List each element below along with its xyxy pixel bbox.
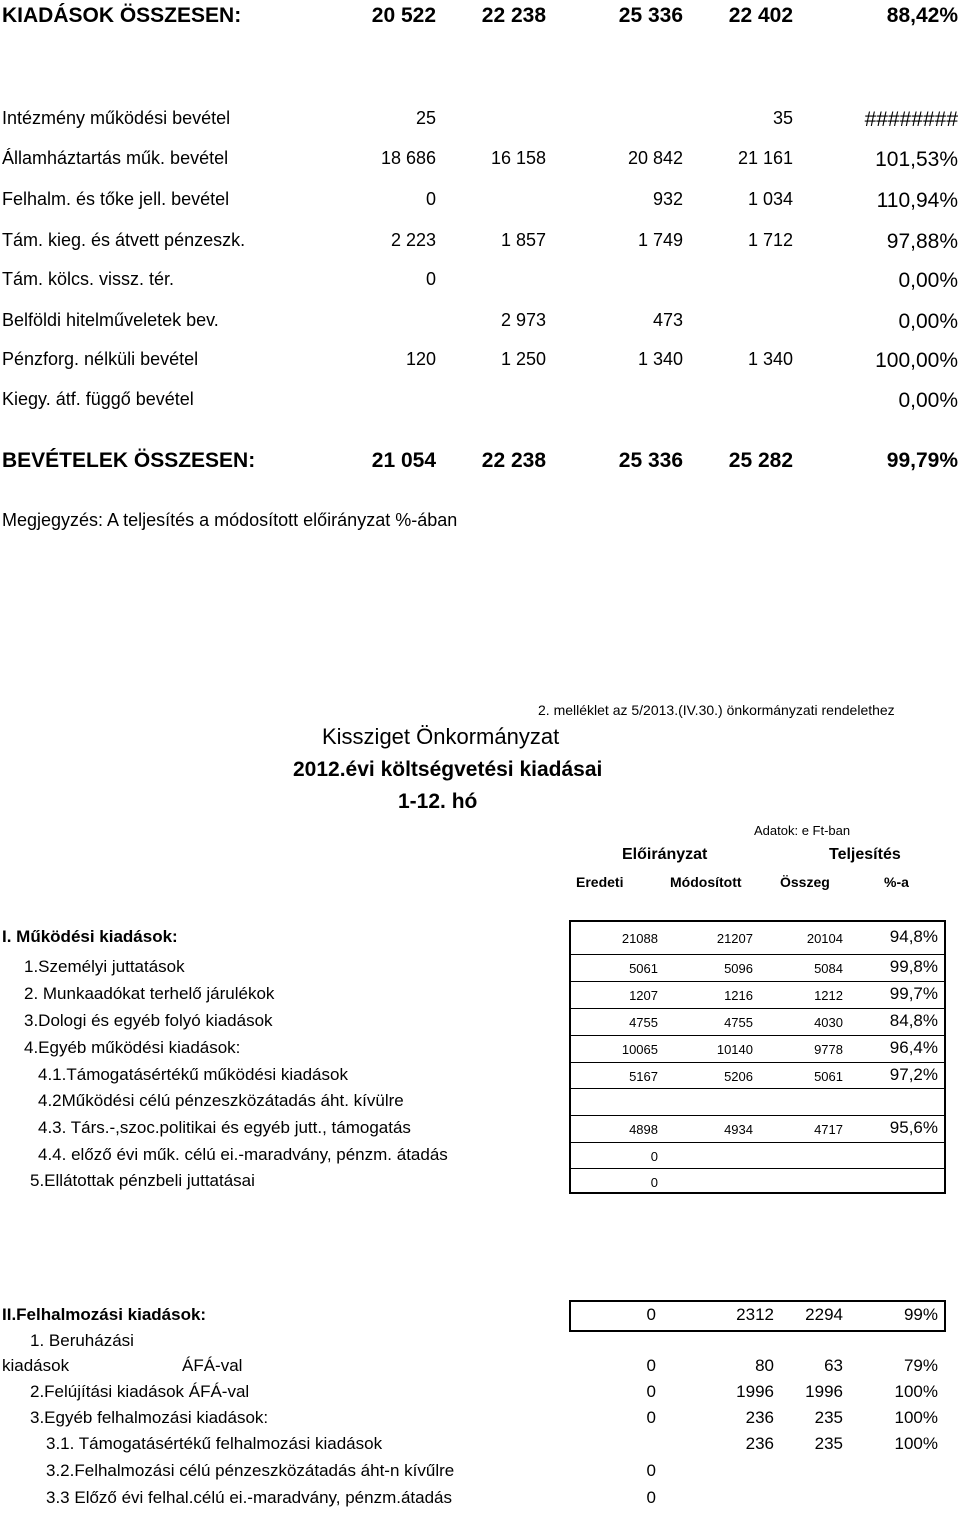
grid-row-line <box>571 1168 944 1169</box>
section1-row-label: 4.Egyéb működési kiadások: <box>24 1038 241 1057</box>
section2-row-cell: 236 <box>745 1408 774 1427</box>
grid-row-line <box>571 1035 944 1036</box>
section2-row-cell: 100% <box>894 1408 938 1427</box>
section1-row-cell: 20104 <box>806 931 843 946</box>
income-row-c4: 21 161 <box>737 148 793 168</box>
section1-row-cell: 4934 <box>724 1122 753 1137</box>
section1-row-cell: 1212 <box>814 988 843 1003</box>
section1-row-cell: 97,2% <box>889 1065 938 1084</box>
grid-row-line <box>571 1062 944 1063</box>
section1-row-cell: 5061 <box>814 1069 843 1084</box>
grid-row-line <box>571 1142 944 1143</box>
section1-row-cell: 94,8% <box>889 927 938 946</box>
section2-row-cell: 236 <box>745 1434 774 1453</box>
section2-row-cell: 0 <box>646 1356 656 1375</box>
section1-row-cell: 5206 <box>724 1069 753 1084</box>
section2-row-label: 3.3 Előző évi felhal.célú ei.-maradvány, pénzm.átadás <box>46 1488 453 1507</box>
summary-income-c1: 21 054 <box>371 449 436 472</box>
income-row-c3: 932 <box>652 189 683 209</box>
section1-row-cell: 4717 <box>814 1122 843 1137</box>
grid-row-line <box>571 954 944 955</box>
section1-row-cell: 9778 <box>814 1042 843 1057</box>
summary-income-c4: 25 282 <box>728 449 793 472</box>
income-row-c3: 20 842 <box>627 148 683 168</box>
income-row-pct: 100,00% <box>875 349 958 372</box>
section1-row-label: 4.2Működési célú pénzeszközátadás áht. kívülre <box>38 1091 404 1110</box>
income-row-label: Pénzforg. nélküli bevétel <box>2 349 199 369</box>
summary-income-label: BEVÉTELEK ÖSSZESEN: <box>2 449 256 472</box>
section2-row-cell: 235 <box>814 1434 843 1453</box>
income-row-c2: 1 250 <box>500 349 546 369</box>
doc-title: 2012.évi költségvetési kiadásai <box>293 758 603 781</box>
section2-row-label: 3.2.Felhalmozási célú pénzeszközátadás áht-n kívűlre <box>46 1461 455 1480</box>
section2-row-label: II.Felhalmozási kiadások: <box>2 1305 207 1324</box>
grid-row-line <box>571 1115 944 1116</box>
income-row-c1: 2 223 <box>390 230 436 250</box>
section1-row-label: 4.1.Támogatásértékű működési kiadások <box>38 1065 348 1084</box>
section1-row-cell: 96,4% <box>889 1038 938 1057</box>
section1-row-cell: 5061 <box>629 961 658 976</box>
section2-row-cell: 63 <box>824 1356 843 1375</box>
income-row-c2: 1 857 <box>500 230 546 250</box>
section2-row-cell: 0 <box>646 1382 656 1401</box>
section1-row-label: 1.Személyi juttatások <box>24 957 185 976</box>
income-row-c2: 2 973 <box>500 310 546 330</box>
section2-row-cell: 0 <box>646 1461 656 1480</box>
section1-row-cell: 1216 <box>724 988 753 1003</box>
summary-income-pct: 99,79% <box>886 449 958 472</box>
section1-row-cell: 21207 <box>716 931 753 946</box>
section1-row-cell: 84,8% <box>889 1011 938 1030</box>
section1-row-cell: 4755 <box>629 1015 658 1030</box>
summary-expense-c3: 25 336 <box>618 4 683 27</box>
income-row-c4: 1 712 <box>747 230 793 250</box>
header-eredeti: Eredeti <box>576 874 624 890</box>
income-row-c3: 1 340 <box>637 349 683 369</box>
section1-row-cell: 1207 <box>629 988 658 1003</box>
unit-note: Adatok: e Ft-ban <box>754 823 851 838</box>
org-name: Kissziget Önkormányzat <box>322 724 560 749</box>
income-row-label: Belföldi hitelműveletek bev. <box>2 310 219 330</box>
section2-row-cell: 235 <box>814 1408 843 1427</box>
income-row-c2: 16 158 <box>490 148 546 168</box>
section1-row-cell: 4755 <box>724 1015 753 1030</box>
income-row-label: Államháztartás műk. bevétel <box>2 148 229 168</box>
income-row-pct: 101,53% <box>875 148 958 171</box>
header-szazalek: %-a <box>884 874 909 890</box>
income-row-label: Intézmény működési bevétel <box>2 108 231 128</box>
income-row-label: Felhalm. és tőke jell. bevétel <box>2 189 230 209</box>
section2-row-label: kiadások <box>2 1356 70 1375</box>
header-teljesites: Teljesítés <box>829 846 901 863</box>
section1-row-label: 4.4. előző évi műk. célú ei.-maradvány, pénzm. átadás <box>38 1145 448 1164</box>
section2-row-label-suffix: ÁFÁ-val <box>182 1356 243 1375</box>
income-row-c4: 35 <box>772 108 793 128</box>
section1-row-cell: 0 <box>650 1149 658 1164</box>
section2-row-cell: 0 <box>646 1488 656 1507</box>
section2-row-cell: 80 <box>755 1356 774 1375</box>
annex-reference: 2. melléklet az 5/2013.(IV.30.) önkormányzati rendelethez <box>538 702 895 718</box>
income-row-c1: 120 <box>405 349 436 369</box>
section1-row-label: 2. Munkaadókat terhelő járulékok <box>24 984 275 1003</box>
income-row-c1: 18 686 <box>380 148 436 168</box>
section1-row-cell: 99,7% <box>889 984 938 1003</box>
income-row-c3: 473 <box>652 310 683 330</box>
income-row-c1: 0 <box>425 269 436 289</box>
section1-row-cell: 5096 <box>724 961 753 976</box>
note: Megjegyzés: A teljesítés a módosított előirányzat %-ában <box>2 510 458 530</box>
section2-row-cell: 0 <box>646 1305 656 1324</box>
section2-row-cell: 1996 <box>736 1382 774 1401</box>
section2-row-cell: 2294 <box>805 1305 843 1324</box>
header-eloiranyzat: Előirányzat <box>622 846 708 863</box>
income-row-label: Tám. kieg. és átvett pénzeszk. <box>2 230 246 250</box>
income-row-pct: 0,00% <box>898 310 958 333</box>
section1-row-cell: 95,6% <box>889 1118 938 1137</box>
summary-expense-label: KIADÁSOK ÖSSZESEN: <box>2 4 242 27</box>
summary-expense-pct: 88,42% <box>886 4 958 27</box>
section1-row-cell: 4898 <box>629 1122 658 1137</box>
income-row-pct: ######## <box>864 108 958 131</box>
section1-row-label: 5.Ellátottak pénzbeli juttatásai <box>30 1171 255 1190</box>
summary-expense-c1: 20 522 <box>371 4 436 27</box>
doc-period: 1-12. hó <box>398 790 478 813</box>
income-row-c1: 25 <box>415 108 436 128</box>
header-osszeg: Összeg <box>780 874 830 890</box>
section1-row-label: I. Működési kiadások: <box>2 927 178 946</box>
income-row-pct: 97,88% <box>886 230 958 253</box>
section2-row-label: 2.Felújítási kiadások ÁFÁ-val <box>30 1382 250 1401</box>
section1-row-cell: 10065 <box>621 1042 658 1057</box>
grid-row-line <box>571 1008 944 1009</box>
section1-row-cell: 0 <box>650 1175 658 1190</box>
income-row-label: Kiegy. átf. függő bevétel <box>2 389 194 409</box>
income-row-c4: 1 340 <box>747 349 793 369</box>
grid-row-line <box>571 981 944 982</box>
section1-row-cell: 5084 <box>814 961 843 976</box>
section1-row-label: 4.3. Társ.-,szoc.politikai és egyéb jutt., támogatás <box>38 1118 411 1137</box>
section1-row-label: 3.Dologi és egyéb folyó kiadások <box>24 1011 273 1030</box>
section1-row-cell: 99,8% <box>889 957 938 976</box>
income-row-pct: 110,94% <box>876 189 958 212</box>
section2-row-label: 3.1. Támogatásértékű felhalmozási kiadások <box>46 1434 383 1453</box>
section1-row-cell: 5167 <box>629 1069 658 1084</box>
income-row-c4: 1 034 <box>747 189 793 209</box>
section2-row-label: 1. Beruházási <box>30 1331 134 1350</box>
section1-row-cell: 21088 <box>621 931 658 946</box>
income-row-label: Tám. kölcs. vissz. tér. <box>2 269 175 289</box>
income-row-pct: 0,00% <box>898 389 958 412</box>
section2-row-cell: 1996 <box>805 1382 843 1401</box>
section2-row-cell: 99% <box>903 1305 938 1324</box>
section2-row-cell: 100% <box>894 1434 938 1453</box>
section2-row-cell: 0 <box>646 1408 656 1427</box>
income-row-c3: 1 749 <box>637 230 683 250</box>
grid-row-line <box>571 1088 944 1089</box>
income-row-pct: 0,00% <box>898 269 958 292</box>
section2-row-cell: 79% <box>903 1356 938 1375</box>
section2-row-cell: 100% <box>894 1382 938 1401</box>
section1-row-cell: 10140 <box>716 1042 753 1057</box>
summary-income-c3: 25 336 <box>618 449 683 472</box>
summary-expense-c4: 22 402 <box>728 4 793 27</box>
summary-expense-c2: 22 238 <box>481 4 546 27</box>
header-modositott: Módosított <box>670 874 742 890</box>
summary-income-c2: 22 238 <box>481 449 546 472</box>
section2-row-cell: 2312 <box>736 1305 774 1324</box>
section1-row-cell: 4030 <box>814 1015 843 1030</box>
income-row-c1: 0 <box>425 189 436 209</box>
section2-row-label: 3.Egyéb felhalmozási kiadások: <box>30 1408 269 1427</box>
